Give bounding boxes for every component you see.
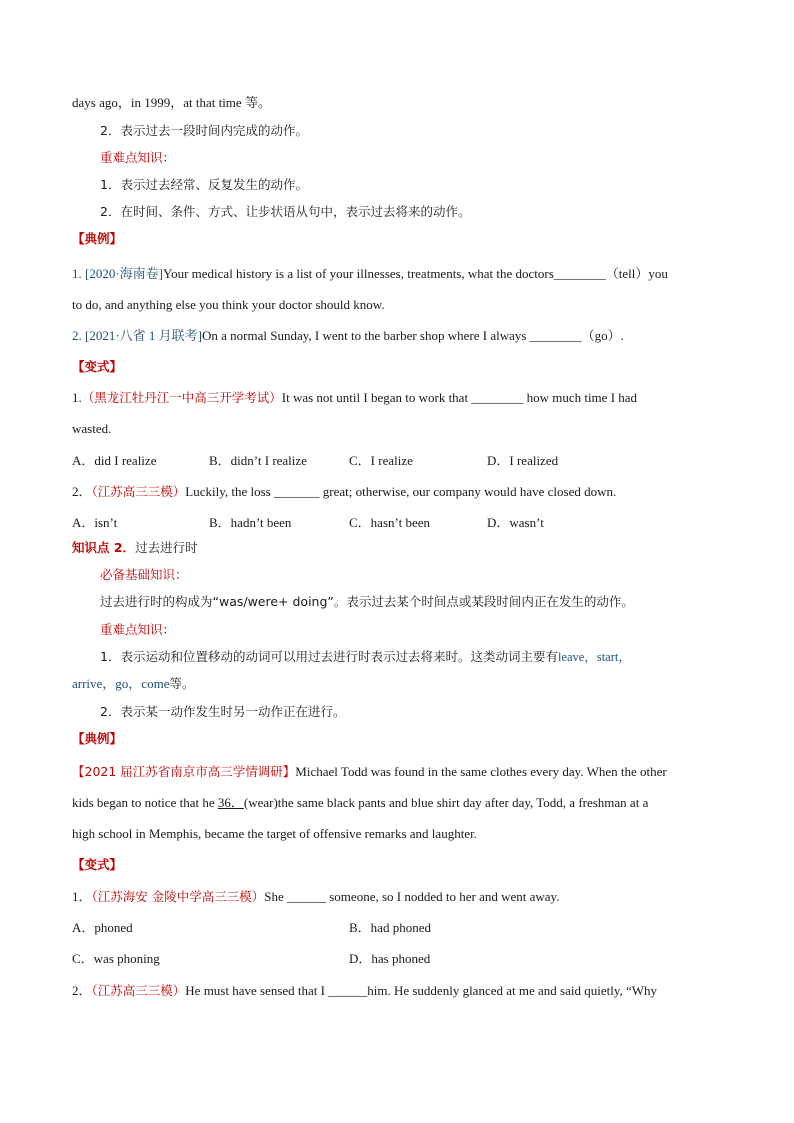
question-1: [72, 265, 668, 283]
question-number: 2．: [72, 484, 92, 499]
question-text: He must have sensed that I ______him. He suddenly glanced at me and said quietly, “Why: [185, 983, 658, 998]
question-source: （黑龙江牡丹江一中高三开学考试）: [81, 390, 282, 405]
option-a: A．phoned: [72, 920, 133, 935]
question-2: [72, 327, 624, 345]
option-d: D．wasn’t: [487, 515, 544, 530]
knowledge-point-label: 知识点 2．: [72, 540, 136, 555]
option-b: B．didn’t I realize: [209, 453, 307, 468]
text-segment: 等。: [169, 676, 195, 691]
variant-heading: 【变式】: [72, 359, 123, 374]
passage-text: kids began to notice that he: [72, 795, 218, 810]
question-source: （江苏高三三模）: [91, 484, 186, 499]
text-line: days ago，in 1999，at that time 等。: [72, 95, 271, 110]
question-number: 1．: [72, 889, 92, 904]
question-text: It was not until I began to work that ________ how much time I had: [281, 390, 638, 405]
question-source: 2. [2021·八省 1 月联考]: [72, 328, 202, 343]
passage-text: Michael Todd was found in the same clothes every day. When the other: [295, 764, 667, 779]
knowledge-point-heading: [72, 539, 198, 557]
question-source: 【2021 届江苏省南京市高三学情调研】: [72, 764, 296, 779]
passage-line: [72, 763, 667, 781]
text-line: 2．在时间、条件、方式、让步状语从句中，表示过去将来的动作。: [100, 204, 471, 219]
example-heading: 【典例】: [72, 231, 123, 246]
text-segment: 1．表示运动和位置移动的动词可以用过去进行时表示过去将来时。这类动词主要有: [100, 649, 558, 664]
question-source: （江苏海安 金陵中学高三三模）: [91, 889, 265, 904]
question-number: 1.: [72, 390, 82, 405]
verb-list: arrive，go，come: [72, 676, 170, 691]
variant-heading: 【变式】: [72, 857, 123, 872]
question-number: 2．: [72, 983, 92, 998]
variant-question-1-cont: wasted.: [72, 421, 112, 436]
option-c: C．I realize: [349, 453, 413, 468]
section-heading: 重难点知识：: [100, 150, 176, 165]
blank-number: 36．: [217, 795, 244, 810]
text-line: [72, 675, 194, 693]
option-b: B．had phoned: [349, 920, 431, 935]
question-text: Your medical history is a list of your illnesses, treatments, what the doctors________（tell）you: [163, 266, 668, 281]
option-a: A．did I realize: [72, 453, 157, 468]
option-b: B．hadn’t been: [209, 515, 292, 530]
option-d: D．has phoned: [349, 951, 431, 966]
question-text: She ______ someone, so I nodded to her and went away.: [264, 889, 560, 904]
question-source: （江苏高三三模）: [91, 983, 186, 998]
option-c: C．hasn’t been: [349, 515, 430, 530]
text-line: [100, 648, 631, 666]
variant-question-1: [72, 389, 637, 407]
option-c: C．was phoning: [72, 951, 160, 966]
example-heading: 【典例】: [72, 731, 123, 746]
section-heading: 必备基础知识：: [100, 567, 188, 582]
text-line: 过去进行时的构成为“was/were+ doing”。表示过去某个时间点或某段时间内正在发生的动作。: [100, 594, 634, 609]
question-text: On a normal Sunday, I went to the barber shop where I always ________（go）.: [202, 328, 624, 343]
variant-question-1: [72, 888, 559, 906]
section-heading: 重难点知识：: [100, 622, 176, 637]
passage-line: high school in Memphis, became the target of offensive remarks and laughter.: [72, 826, 477, 841]
knowledge-point-title: 过去进行时: [135, 540, 198, 555]
question-1-cont: to do, and anything else you think your doctor should know.: [72, 297, 385, 312]
text-line: 1．表示过去经常、反复发生的动作。: [100, 177, 308, 192]
verb-list: leave，start，: [557, 650, 631, 664]
question-text: Luckily, the loss _______ great; otherwise, our company would have closed down.: [185, 484, 617, 499]
text-line: 2．表示过去一段时间内完成的动作。: [100, 123, 308, 138]
variant-question-2: [72, 483, 616, 501]
variant-question-2: [72, 982, 657, 1000]
question-source: 1. [2020·海南卷]: [72, 266, 163, 281]
option-d: D．I realized: [487, 453, 559, 468]
option-a: A．isn’t: [72, 515, 118, 530]
text-line: 2．表示某一动作发生时另一动作正在进行。: [100, 704, 346, 719]
passage-text: (wear)the same black pants and blue shirt day after day, Todd, a freshman at a: [243, 795, 649, 810]
passage-line: [72, 794, 648, 812]
